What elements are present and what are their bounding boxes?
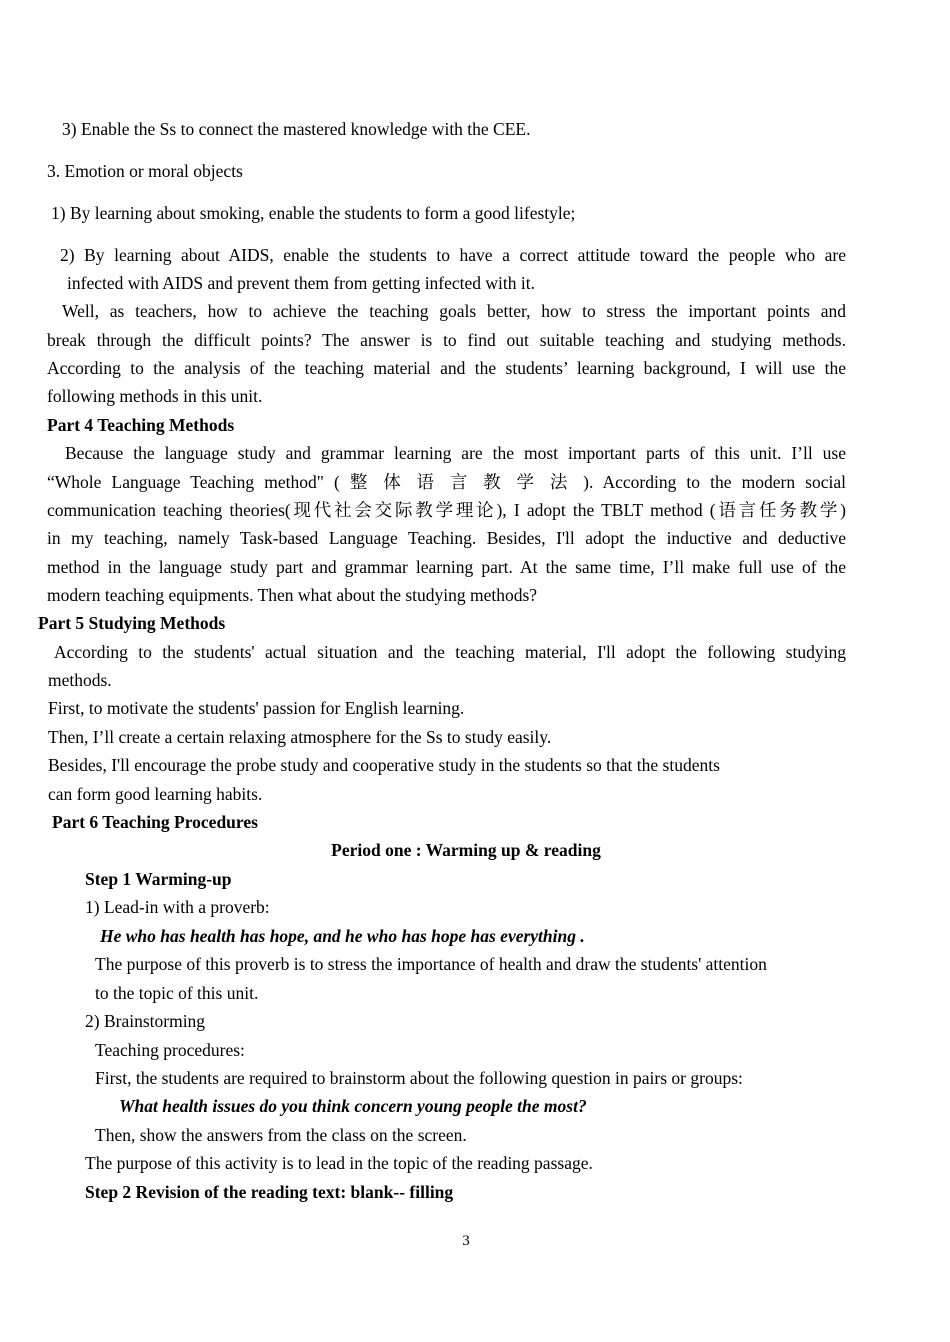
page-number: 3: [462, 1233, 470, 1249]
procedure-line: to the topic of this unit.: [95, 983, 259, 1003]
procedure-line: Teaching procedures:: [95, 1040, 245, 1060]
part-heading: Part 4 Teaching Methods: [47, 415, 235, 435]
procedure-line: First, the students are required to brainstorm about the following question in pairs or groups:: [95, 1068, 743, 1088]
paragraph-line: communication teaching theories(现代社会交际教学理论), I adopt the TBLT method (语言任务教学): [47, 500, 846, 520]
period-heading: Period one : Warming up & reading: [331, 840, 601, 860]
procedure-line: The purpose of this activity is to lead in the topic of the reading passage.: [85, 1153, 593, 1173]
objective-line: infected with AIDS and prevent them from getting infected with it.: [67, 273, 536, 293]
paragraph-line: Then, I’ll create a certain relaxing atmosphere for the Ss to study easily.: [48, 727, 552, 747]
paragraph-line: Well, as teachers, how to achieve the teaching goals better, how to stress the important points and: [62, 301, 846, 321]
paragraph-line: method in the language study part and grammar learning part. At the same time, I’ll make full use of the: [47, 557, 846, 577]
paragraph-line: Because the language study and grammar learning are the most important parts of this unit. I’ll use: [65, 443, 846, 463]
section-heading: 3. Emotion or moral objects: [47, 161, 243, 181]
paragraph-line: Besides, I'll encourage the probe study and cooperative study in the students so that the students: [48, 755, 720, 775]
paragraph-line: following methods in this unit.: [47, 386, 263, 406]
proverb-line: He who has health has hope, and he who has hope has everything .: [100, 926, 585, 946]
paragraph-line: “Whole Language Teaching method" ( 整 体 语 言 教 学 法 ). According to the modern social: [47, 472, 846, 492]
paragraph-line: can form good learning habits.: [48, 784, 263, 804]
paragraph-line: in my teaching, namely Task-based Language Teaching. Besides, I'll adopt the inductive and deductive: [47, 528, 846, 548]
paragraph-line: According to the students' actual situation and the teaching material, I'll adopt the following studying: [54, 642, 846, 662]
objective-line: 1) By learning about smoking, enable the students to form a good lifestyle;: [51, 203, 576, 223]
objective-line: 2) By learning about AIDS, enable the students to have a correct attitude toward the people who are: [60, 245, 846, 265]
procedure-line: The purpose of this proverb is to stress the importance of health and draw the students' attention: [95, 954, 767, 974]
procedure-line: 1) Lead-in with a proverb:: [85, 897, 270, 917]
paragraph-line: break through the difficult points? The answer is to find out suitable teaching and studying methods.: [47, 330, 846, 350]
objective-line: 3) Enable the Ss to connect the mastered knowledge with the CEE.: [62, 119, 531, 139]
procedure-line: 2) Brainstorming: [85, 1011, 206, 1031]
part-heading: Part 6 Teaching Procedures: [52, 812, 258, 832]
part-heading: Part 5 Studying Methods: [38, 613, 226, 633]
paragraph-line: First, to motivate the students' passion for English learning.: [48, 698, 465, 718]
paragraph-line: modern teaching equipments. Then what about the studying methods?: [47, 585, 538, 605]
question-line: What health issues do you think concern young people the most?: [119, 1096, 587, 1116]
paragraph-line: According to the analysis of the teaching material and the students’ learning background, I will use the: [47, 358, 846, 378]
procedure-line: Then, show the answers from the class on the screen.: [95, 1125, 467, 1145]
paragraph-line: methods.: [48, 670, 112, 690]
step-heading: Step 2 Revision of the reading text: blank-- filling: [85, 1182, 454, 1202]
step-heading: Step 1 Warming-up: [85, 869, 232, 889]
